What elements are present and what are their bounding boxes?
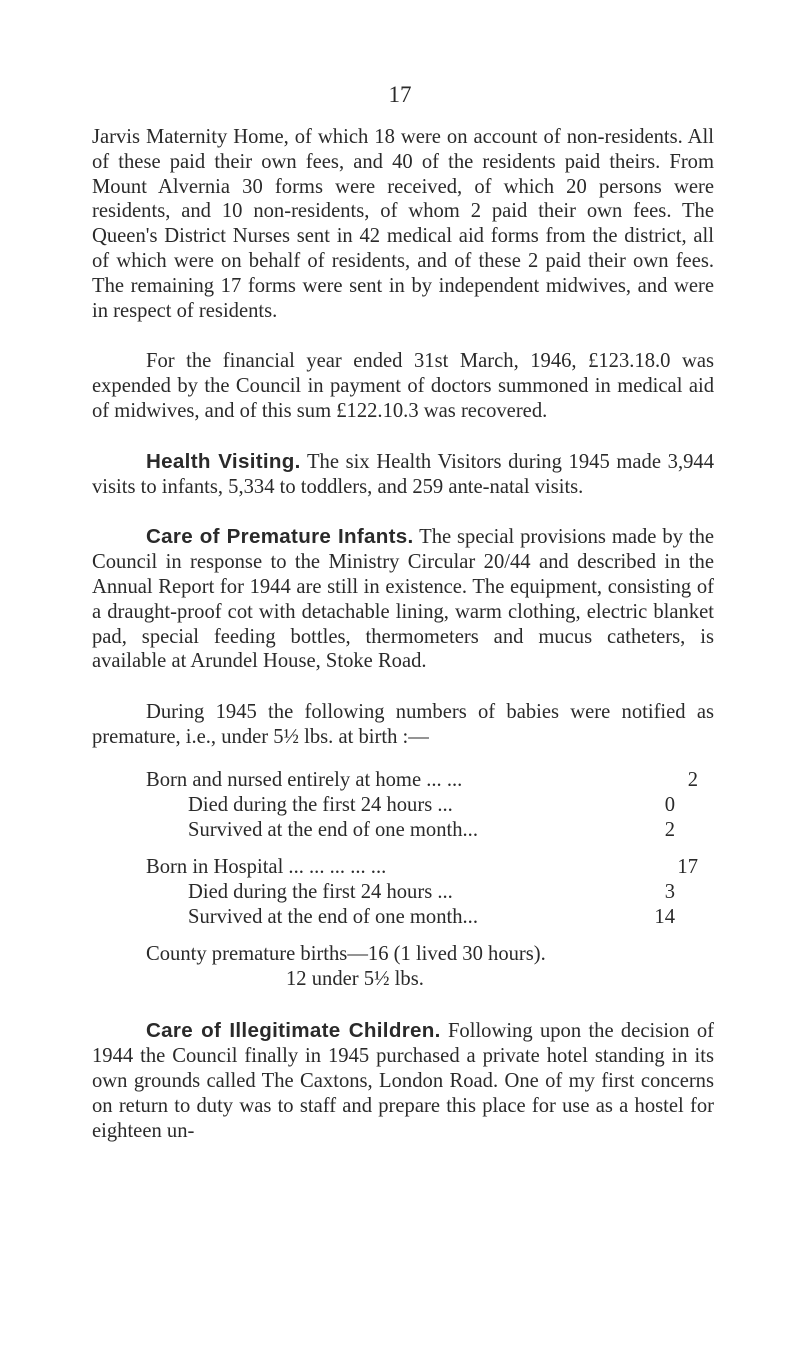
health-visiting-body: The six Health Visitors during 1945 made 3,944 visits to infants, 5,334 to toddlers, and 259 ante-natal visits. [92, 450, 714, 498]
heading-premature-infants: Care of Premature Infants. [146, 525, 414, 549]
paragraph-health-visiting [92, 450, 714, 500]
heading-illegitimate-children: Care of Illegitimate Children. [146, 1019, 441, 1043]
stat-row-home: Born and nursed entirely at home ... ... 2 [146, 768, 698, 791]
paragraph-premature-infants [92, 525, 714, 674]
county-under-weight: 12 under 5½ lbs. [286, 967, 424, 990]
page-number: 17 [388, 82, 412, 107]
premature-statistics [92, 768, 714, 992]
paragraph-premature-notified: During 1945 the following numbers of babies were notified as premature, i.e., under 5½ lbs. at birth :— [92, 701, 714, 748]
paragraph-illegitimate-children [92, 1019, 714, 1143]
stat-row-home-died: Died during the first 24 hours ... 0 [188, 793, 675, 816]
stat-row-hospital-survived: Survived at the end of one month... 14 [188, 905, 675, 928]
county-premature-births: County premature births—16 (1 lived 30 hours). [146, 942, 546, 965]
stat-row-hospital: Born in Hospital ... ... ... ... ... 17 [146, 855, 698, 878]
stat-row-hospital-died: Died during the first 24 hours ... 3 [188, 880, 675, 903]
premature-infants-body: The special provisions made by the Council in response to the Ministry Circular 20/44 and described in the Annual Report for 1944 are still in existence. The equipment, consisting of a draught-proof cot with detachable lining, warm clothing, electric blanket pad, special feeding bottles, thermometers and mucus catheters, is available at Arundel House, Stoke Road. [92, 526, 715, 673]
paragraph-jarvis: Jarvis Maternity Home, of which 18 were on account of non-residents. All of these paid their own fees, and 40 of the residents paid theirs. From Mount Alvernia 30 forms were received, of which 20 persons were residents, and 10 non-residents, of whom 2 paid their own fees. The Queen's District Nurses sent in 42 medical aid forms from the district, all of which were on behalf of residents, and of these 2 paid their own fees. The remaining 17 forms were sent in by independent midwives, and were in respect of residents. [92, 126, 714, 322]
illegitimate-children-body: Following upon the decision of 1944 the Council finally in 1945 purchased a private hotel standing in its own grounds called The Caxtons, London Road. One of my first concerns on return to duty was to staff and prepare this place for use as a hostel for eighteen un- [92, 1020, 714, 1142]
stat-row-home-survived: Survived at the end of one month... 2 [188, 818, 675, 841]
paragraph-financial-year: For the financial year ended 31st March, 1946, £123.18.0 was expended by the Council in payment of doctors summoned in medical aid of midwives, and of this sum £122.10.3 was recovered. [92, 350, 714, 422]
heading-health-visiting: Health Visiting. [146, 449, 301, 473]
document-body [92, 125, 714, 1169]
